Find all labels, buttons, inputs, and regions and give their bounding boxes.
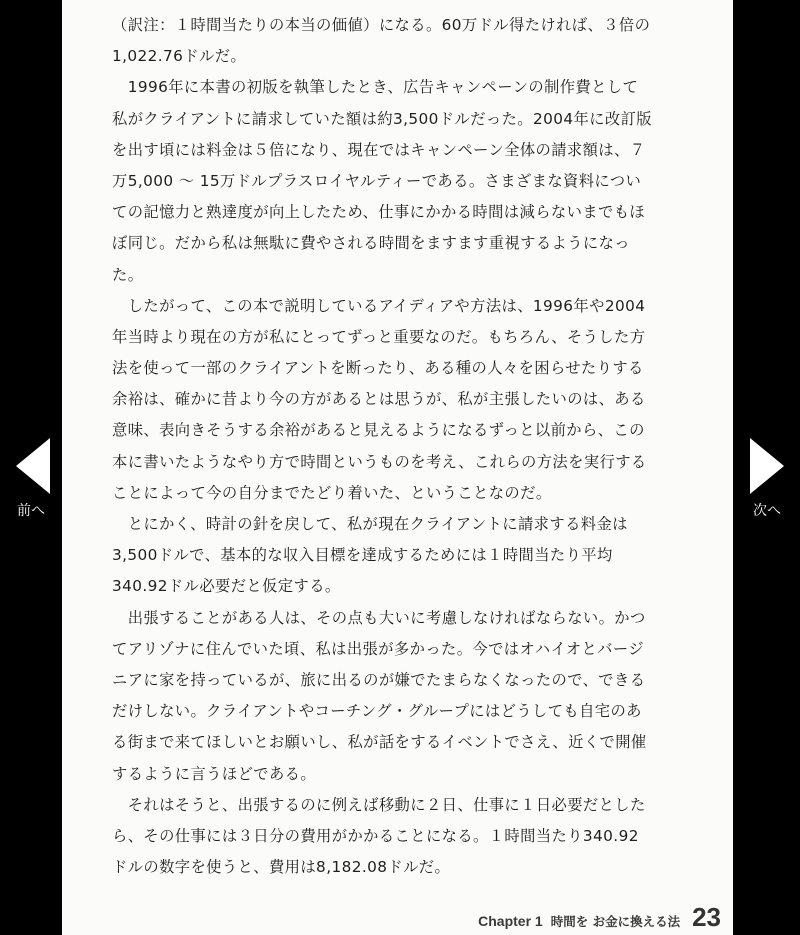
text-line: ら、その仕事には３日分の費用がかかることになる。１時間当たり340.92 — [112, 826, 639, 845]
text-line: するように言うほどである。 — [112, 764, 317, 783]
text-line: 1,022.76ドルだ。 — [112, 47, 247, 66]
prev-page-label: 前へ — [17, 503, 45, 519]
prev-page-button[interactable] — [0, 438, 62, 520]
text-line: る街まで来てほしいとお願いし、私が話をするイベントでさえ、近くで開催 — [112, 733, 647, 752]
text-line: ての記憶力と熟達度が向上したため、仕事にかかる時間は減らないまでもほ — [112, 203, 646, 222]
page-footer — [478, 902, 721, 933]
book-page — [62, 0, 733, 935]
text-line: ドルの数字を使うと、費用は8,182.08ドルだ。 — [112, 858, 451, 877]
text-line: 出張することがある人は、その点も大いに考慮しなければならない。かつ — [112, 608, 646, 627]
text-line: 法を使って一部のクライアントを断ったり、ある種の人々を困らせたりする — [112, 359, 644, 378]
text-line: 意味、表向きそうする余裕があると見えるようになるずっと以前から、この — [112, 421, 645, 440]
text-line: 万5,000 〜 15万ドルプラスロイヤルティーである。さまざまな資料につい — [112, 171, 642, 190]
text-line: 余裕は、確かに昔より今の方があるとは思うが、私が主張したいのは、ある — [112, 390, 646, 409]
page-number: 23 — [692, 902, 721, 932]
text-line: ニアに家を持っているが、旅に出るのが嫌でたまらなくなったので、できる — [112, 670, 646, 689]
text-line: だけしない。クライアントやコーチング・グループにはどうしても自宅のあ — [112, 702, 642, 721]
arrow-left-icon — [16, 438, 50, 494]
text-line: た。 — [112, 265, 144, 284]
footer-chapter: Chapter 1 — [478, 913, 543, 929]
text-line: 年当時より現在の方が私にとってずっと重要なのだ。もちろん、そうした方 — [112, 327, 646, 346]
text-line: （訳注：１時間当たりの本当の価値）になる。60万ドル得たければ、３倍の — [112, 16, 651, 34]
text-line: それはそうと、出張するのに例えば移動に２日、仕事に１日必要だとした — [112, 795, 646, 814]
text-line: したがって、この本で説明しているアイディアや方法は、1996年や2004 — [112, 296, 646, 315]
text-line: 私がクライアントに請求していた額は約3,500ドルだった。2004年に改訂版 — [112, 109, 653, 128]
text-line: てアリゾナに住んでいた頃、私は出張が多かった。今ではオハイオとバージ — [112, 639, 645, 658]
next-page-button[interactable] — [734, 438, 800, 520]
arrow-right-icon — [750, 438, 784, 494]
text-line: 1996年に本書の初版を執筆したとき、広告キャンペーンの制作費として — [112, 78, 639, 97]
text-line: 本に書いたようなやり方で時間というものを考え、これらの方法を実行する — [112, 452, 647, 471]
text-line: を出す頃には料金は５倍になり、現在ではキャンペーン全体の請求額は、７ — [112, 140, 646, 159]
text-line: 3,500ドルで、基本的な収入目標を達成するためには１時間当たり平均 — [112, 546, 613, 565]
next-page-label: 次へ — [753, 503, 781, 519]
page-body-text — [112, 10, 712, 883]
text-line: とにかく、時計の針を戻して、私が現在クライアントに請求する料金は — [112, 515, 628, 533]
text-line: ぼ同じ。だから私は無駄に費やされる時間をますます重視するようになっ — [112, 234, 630, 253]
text-line: 340.92ドル必要だと仮定する。 — [112, 577, 341, 596]
footer-chapter-title: 時間を お金に換える法 — [550, 914, 681, 929]
text-line: ことによって今の自分までたどり着いた、ということなのだ。 — [112, 483, 552, 502]
